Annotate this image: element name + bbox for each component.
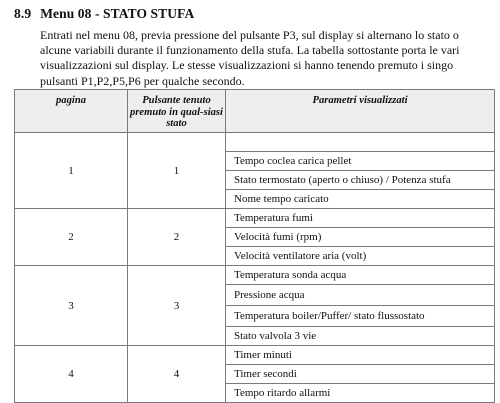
page-cell: 4 bbox=[15, 346, 128, 403]
button-cell: 2 bbox=[128, 209, 226, 266]
parameter-cell: Timer secondi bbox=[226, 365, 495, 384]
page-cell: 2 bbox=[15, 209, 128, 266]
page-cell: 3 bbox=[15, 266, 128, 346]
parameter-cell bbox=[226, 133, 495, 152]
parameters-table bbox=[14, 89, 495, 403]
table-row bbox=[15, 133, 495, 152]
intro-line: pulsanti P1,P2,P5,P6 per qualche secondo. bbox=[40, 73, 245, 88]
parameter-cell: Temperatura boiler/Puffer/ stato flussostato bbox=[226, 306, 495, 327]
intro-paragraph bbox=[40, 28, 500, 89]
button-cell: 1 bbox=[128, 133, 226, 209]
page-cell: 1 bbox=[15, 133, 128, 209]
parameter-cell: Stato valvola 3 vie bbox=[226, 327, 495, 346]
header-button: Pulsante tenuto premuto in qual-siasi stato bbox=[128, 90, 226, 133]
button-cell: 3 bbox=[128, 266, 226, 346]
section-title: Menu 08 - STATO STUFA bbox=[40, 6, 195, 21]
parameter-cell: Temperatura sonda acqua bbox=[226, 266, 495, 285]
table-row bbox=[15, 209, 495, 228]
table-body bbox=[15, 133, 495, 403]
parameter-cell: Velocità fumi (rpm) bbox=[226, 228, 495, 247]
table-row bbox=[15, 266, 495, 285]
section-heading bbox=[14, 6, 194, 22]
parameter-cell: Timer minuti bbox=[226, 346, 495, 365]
button-cell: 4 bbox=[128, 346, 226, 403]
table-header-row bbox=[15, 90, 495, 133]
parameter-cell: Tempo ritardo allarmi bbox=[226, 384, 495, 403]
header-page: pagina bbox=[15, 90, 128, 133]
parameter-cell: Pressione acqua bbox=[226, 285, 495, 306]
parameter-cell: Stato termostato (aperto o chiuso) / Potenza stufa bbox=[226, 171, 495, 190]
intro-line: alcune variabili durante il funzionamento della stufa. La tabella sottostante porta le vari bbox=[40, 43, 460, 58]
parameter-cell: Tempo coclea carica pellet bbox=[226, 152, 495, 171]
section-number: 8.9 bbox=[14, 6, 32, 21]
intro-line: Entrati nel menu 08, previa pressione del pulsante P3, sul display si alternano lo stato o bbox=[40, 28, 459, 42]
table-row bbox=[15, 346, 495, 365]
parameter-cell: Temperatura fumi bbox=[226, 209, 495, 228]
parameter-cell: Velocità ventilatore aria (volt) bbox=[226, 247, 495, 266]
intro-line: visualizzazioni sul display. Le stesse visualizzazioni si hanno tenendo premuto i singo bbox=[40, 58, 454, 73]
parameter-cell: Nome tempo caricato bbox=[226, 190, 495, 209]
header-params: Parametri visualizzati bbox=[226, 90, 495, 133]
